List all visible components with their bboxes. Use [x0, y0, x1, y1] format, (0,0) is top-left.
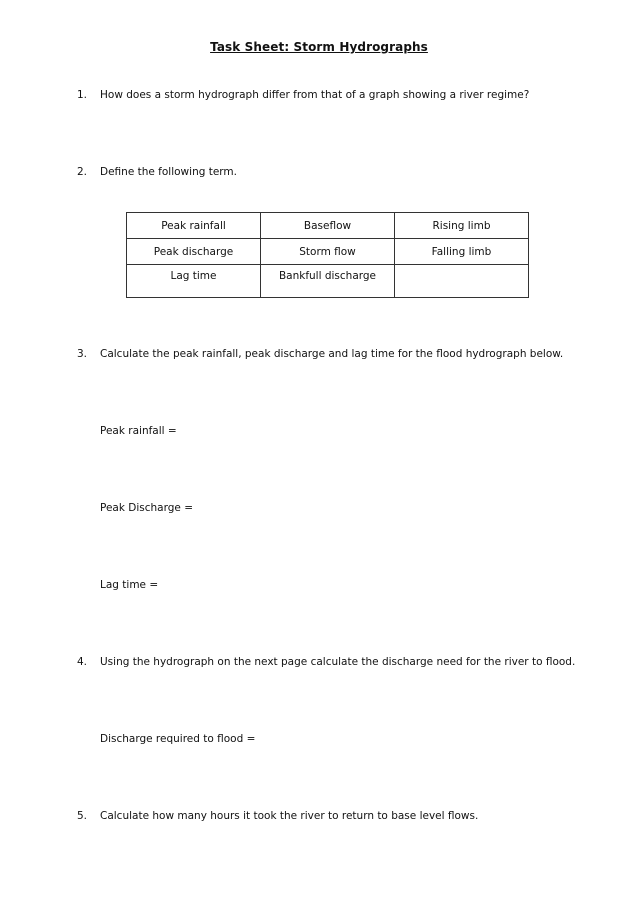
answer-lag-time: Lag time =: [100, 579, 159, 591]
question-number: 1.: [77, 89, 88, 101]
question-number: 5.: [77, 810, 88, 822]
table-cell: Storm flow: [261, 239, 395, 265]
question-text: Define the following term.: [100, 166, 237, 178]
table-row: [127, 265, 529, 298]
question-text: Calculate how many hours it took the river to return to base level flows.: [100, 810, 479, 822]
terms-table: [126, 212, 529, 298]
table-cell: Bankfull discharge: [261, 265, 395, 298]
table-cell: Peak rainfall: [127, 213, 261, 239]
question-text: Using the hydrograph on the next page calculate the discharge need for the river to flood.: [100, 656, 576, 668]
question-text: How does a storm hydrograph differ from that of a graph showing a river regime?: [100, 89, 530, 101]
table-cell: Rising limb: [395, 213, 529, 239]
answer-peak-discharge: Peak Discharge =: [100, 502, 193, 514]
question-number: 2.: [77, 166, 88, 178]
table-row: [127, 239, 529, 265]
table-row: [127, 213, 529, 239]
table-cell: Peak discharge: [127, 239, 261, 265]
table-cell: Baseflow: [261, 213, 395, 239]
table-cell: Lag time: [127, 265, 261, 298]
table-cell: [395, 265, 529, 298]
question-number: 3.: [77, 348, 88, 360]
page-title: Task Sheet: Storm Hydrographs: [210, 40, 428, 54]
answer-peak-rainfall: Peak rainfall =: [100, 425, 177, 437]
question-text: Calculate the peak rainfall, peak discharge and lag time for the flood hydrograph below.: [100, 348, 564, 360]
table-cell: Falling limb: [395, 239, 529, 265]
question-number: 4.: [77, 656, 88, 668]
answer-discharge-to-flood: Discharge required to flood =: [100, 733, 256, 745]
